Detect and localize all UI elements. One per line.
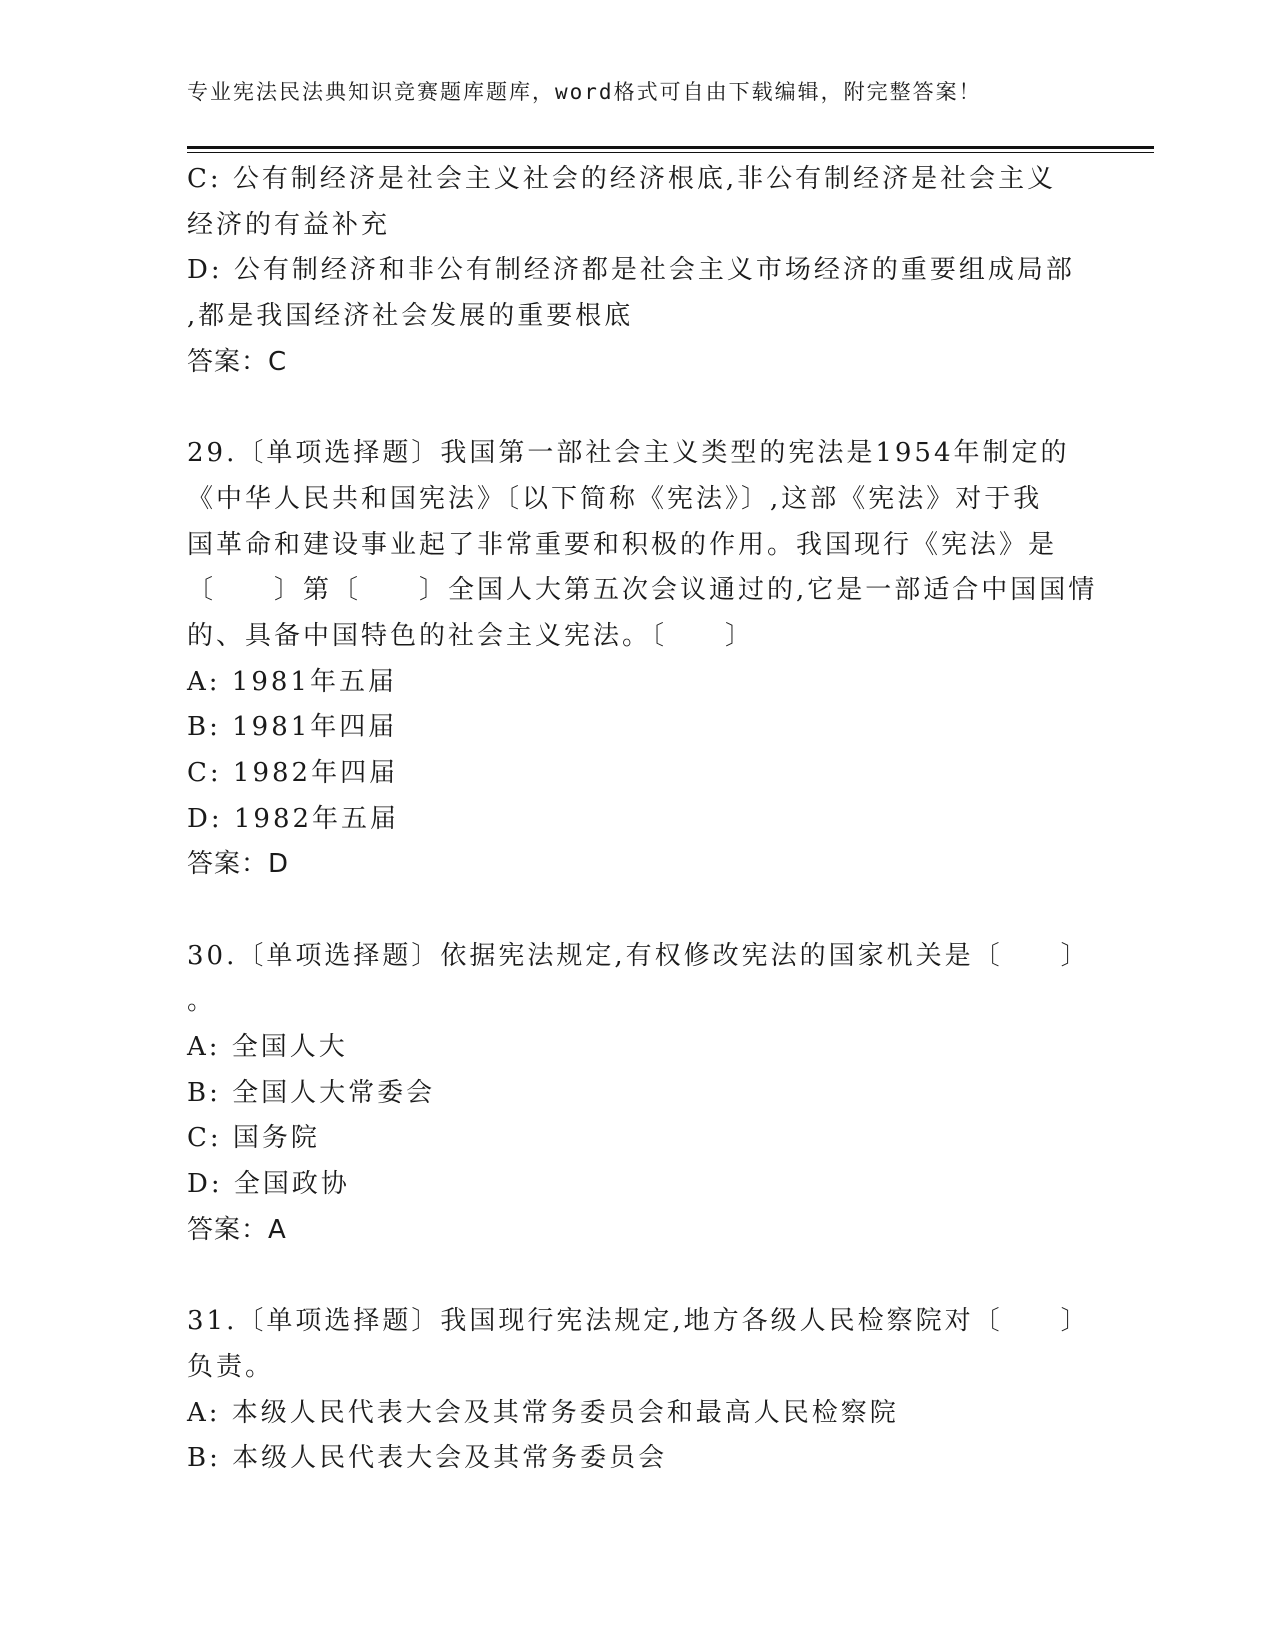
- spacer: [187, 888, 1087, 934]
- option-c: C: 1982年四届: [187, 757, 399, 788]
- option-a: A: 本级人民代表大会及其常务委员会和最高人民检察院: [187, 1397, 899, 1428]
- question-29: [187, 431, 1098, 888]
- question-stem-line: 国革命和建设事业起了非常重要和积极的作用。我国现行《宪法》是: [187, 529, 1058, 560]
- question-stem-line: 负责。: [187, 1351, 275, 1382]
- spacer: [187, 1254, 1087, 1300]
- document-body: [187, 157, 1098, 1482]
- option-a: A: 全国人大: [187, 1032, 348, 1063]
- option-d: D: 1982年五届: [187, 803, 400, 834]
- option-b: B: 全国人大常委会: [187, 1077, 436, 1108]
- question-stem-line: 30.〔单项选择题〕依据宪法规定,有权修改宪法的国家机关是〔 〕: [187, 940, 1090, 971]
- question-stem-line: 〔 〕第〔 〕全国人大第五次会议通过的,它是一部适合中国国情: [187, 575, 1098, 606]
- option-c-line-2: 经济的有益补充: [187, 209, 391, 240]
- answer-28: 答案：C: [187, 346, 288, 377]
- answer-30: 答案：A: [187, 1214, 287, 1245]
- option-c: C: 国务院: [187, 1123, 320, 1154]
- answer-29: 答案：D: [187, 849, 290, 880]
- question-stem-line: 《中华人民共和国宪法》〔以下简称《宪法》〕,这部《宪法》对于我: [187, 483, 1043, 514]
- option-d: D: 全国政协: [187, 1169, 350, 1200]
- question-31: [187, 1299, 1090, 1482]
- question-stem-line: 31.〔单项选择题〕我国现行宪法规定,地方各级人民检察院对〔 〕: [187, 1306, 1090, 1337]
- option-a: A: 1981年五届: [187, 666, 397, 697]
- question-30: [187, 934, 1090, 1254]
- option-b: B: 1981年四届: [187, 712, 398, 743]
- question-28-continued: [187, 157, 1087, 385]
- question-stem-line: 的、具备中国特色的社会主义宪法。〔 〕: [187, 620, 755, 651]
- option-c-line-1: C: 公有制经济是社会主义社会的经济根底,非公有制经济是社会主义: [187, 164, 1057, 194]
- header-rule-thin: [187, 152, 1154, 153]
- page-header: 专业宪法民法典知识竞赛题库题库，word格式可自由下载编辑，附完整答案！: [187, 80, 982, 104]
- question-stem-line: 。: [187, 986, 217, 1017]
- header-rule-thick: [187, 146, 1154, 149]
- spacer: [187, 385, 1087, 431]
- option-d-line-2: ,都是我国经济社会发展的重要根底: [187, 301, 634, 332]
- question-stem-line: 29.〔单项选择题〕我国第一部社会主义类型的宪法是1954年制定的: [187, 438, 1070, 469]
- option-b: B: 本级人民代表大会及其常务委员会: [187, 1443, 668, 1474]
- option-d-line-1: D: 公有制经济和非公有制经济都是社会主义市场经济的重要组成局部: [187, 255, 1075, 286]
